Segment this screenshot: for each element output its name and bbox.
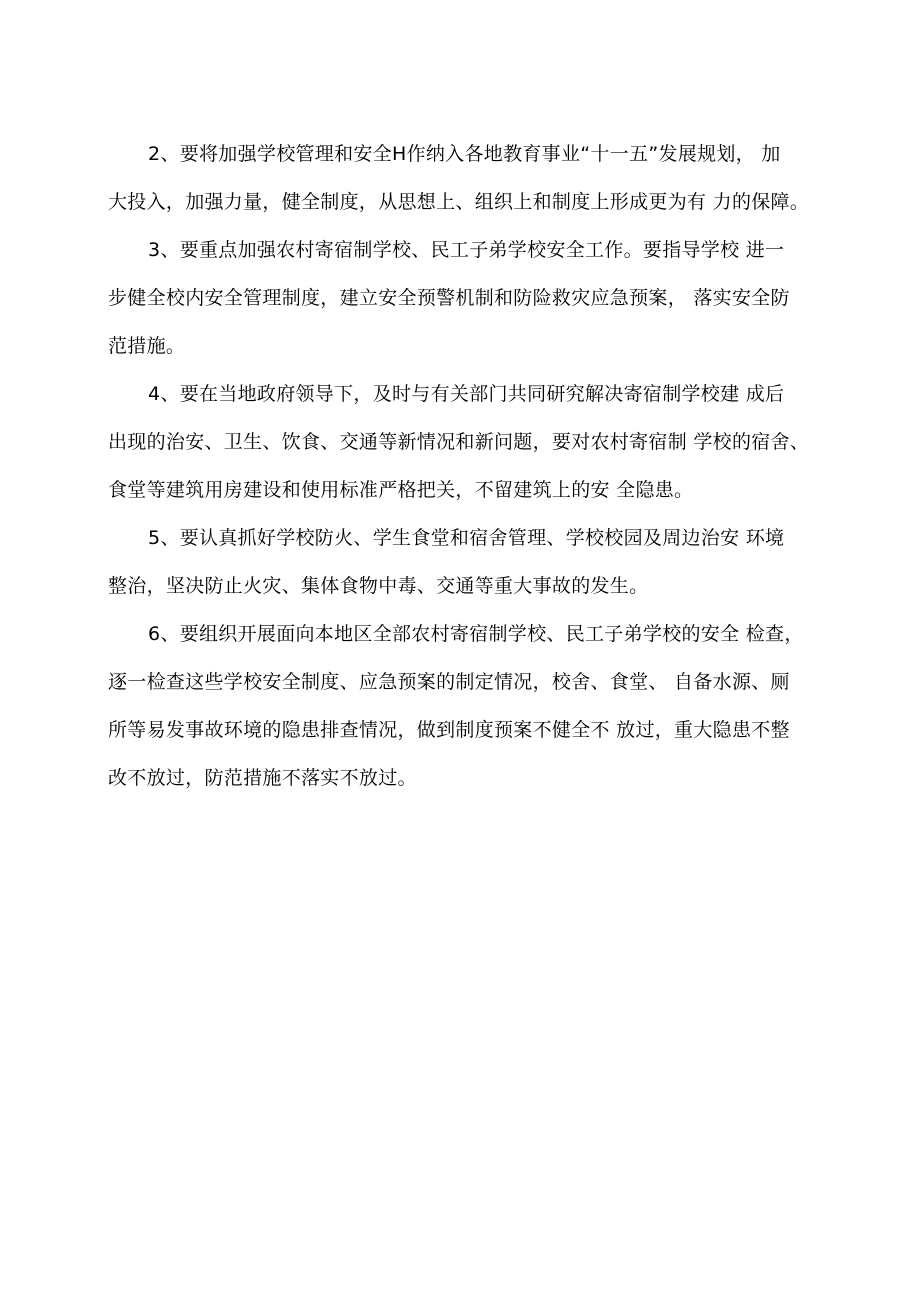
paragraph-line: 食堂等建筑用房建设和使用标准严格把关，不留建筑上的安 全隐患。 [108,479,694,501]
paragraph-line: 5、要认真抓好学校防火、学生食堂和宿舍管理、学校校园及周边治安 环境 [148,527,785,549]
paragraph-line: 4、要在当地政府领导下，及时与有关部门共同研究解决寄宿制学校建 成后 [148,383,785,405]
paragraph-line: 整治，坚决防止火灾、集体食物中毒、交通等重大事故的发生。 [108,575,649,597]
paragraph-line: 6、要组织开展面向本地区全部农村寄宿制学校、民工子弟学校的安全 检查， [148,623,804,645]
paragraph-line: 范措施。 [108,335,186,357]
paragraph-2 [108,130,820,226]
paragraph-5 [108,514,820,610]
paragraph-3 [108,226,820,370]
paragraph-line: 逐一检查这些学校安全制度、应急预案的制定情况，校舍、食堂、 自备水源、厕 [108,671,790,693]
document-body [108,130,820,802]
paragraph-line: 大投入，加强力量，健全制度，从思想上、组织上和制度上形成更为有 力的保障。 [108,191,810,213]
paragraph-line: 改不放过，防范措施不落实不放过。 [108,767,417,789]
paragraph-line: 步健全校内安全管理制度，建立安全预警机制和防险救灾应急预案， 落实安全防 [108,287,790,309]
paragraph-line: 所等易发事故环境的隐患排查情况，做到制度预案不健全不 放过，重大隐患不整 [108,719,790,741]
paragraph-line: 2、要将加强学校管理和安全H作纳入各地教育事业“十一五”发展规划， 加 [148,143,781,165]
paragraph-4 [108,370,820,514]
paragraph-6 [108,610,820,802]
paragraph-line: 3、要重点加强农村寄宿制学校、民工子弟学校安全工作。要指导学校 进一 [148,239,785,261]
paragraph-line: 出现的治安、卫生、饮食、交通等新情况和新问题，要对农村寄宿制 学校的宿舍、 [108,431,810,453]
